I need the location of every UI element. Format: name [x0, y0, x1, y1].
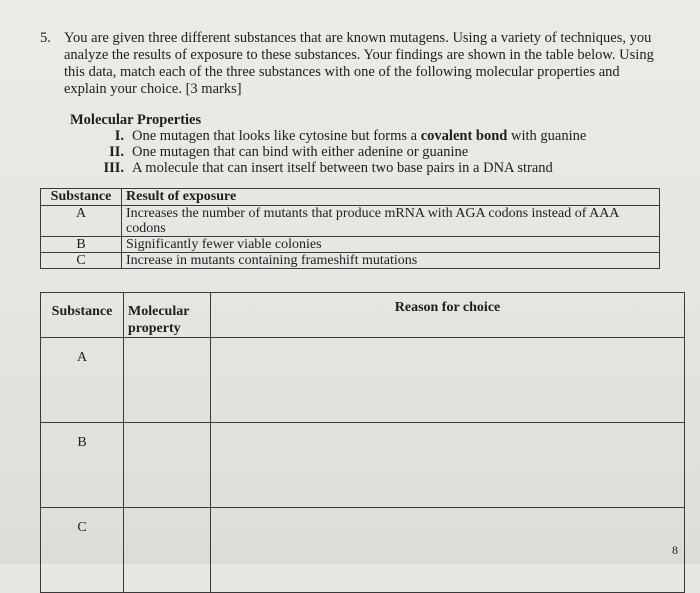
answer-table: [40, 292, 685, 593]
table-header-row: [41, 293, 685, 338]
molecular-property-answer-cell[interactable]: [124, 423, 211, 508]
substance-cell: C: [41, 508, 124, 593]
table-row: [41, 508, 685, 593]
substance-cell: B: [41, 237, 122, 253]
table-row: [41, 206, 660, 237]
property-text: A molecule that can insert itself between two base pairs in a DNA strand: [132, 160, 553, 176]
table-row: [41, 253, 660, 269]
substance-cell: B: [41, 423, 124, 508]
substance-cell: A: [41, 338, 124, 423]
question-text: You are given three different substances that are known mutagens. Using a variety of techniques, you analyze the results of exposure to these substances. Your findings are shown in the table below. Using this data, match each of the three substances with one of the following molecular properties and explain your choice. [3 marks]: [64, 30, 654, 97]
property-numeral: III.: [103, 160, 124, 176]
substance-cell: C: [41, 253, 122, 269]
column-header-result: Result of exposure: [122, 189, 660, 206]
page-number: 8: [672, 543, 678, 557]
table-header-row: [41, 189, 660, 206]
molecular-properties: [70, 112, 670, 176]
results-table: [40, 188, 660, 269]
question-5: [40, 30, 660, 98]
property-numeral: I.: [114, 128, 124, 144]
molecular-property-answer-cell[interactable]: [124, 338, 211, 423]
property-item-2: [70, 144, 670, 160]
result-cell: Increases the number of mutants that produce mRNA with AGA codons instead of AAA codons: [122, 206, 660, 237]
column-header-molecular-property: Molecular property: [124, 293, 211, 338]
reason-answer-cell[interactable]: [211, 338, 685, 423]
table-row: [41, 237, 660, 253]
property-text: One mutagen that can bind with either adenine or guanine: [132, 144, 469, 160]
reason-answer-cell[interactable]: [211, 508, 685, 593]
property-item-3: [70, 160, 670, 176]
property-item-1: [70, 128, 670, 144]
column-header-reason: Reason for choice: [211, 293, 685, 338]
substance-cell: A: [41, 206, 122, 237]
column-header-substance: Substance: [41, 293, 124, 338]
property-numeral: II.: [109, 144, 124, 160]
result-cell: Significantly fewer viable colonies: [122, 237, 660, 253]
result-cell: Increase in mutants containing frameshift mutations: [122, 253, 660, 269]
reason-answer-cell[interactable]: [211, 423, 685, 508]
question-number: 5.: [40, 30, 51, 46]
table-row: [41, 338, 685, 423]
molecular-properties-heading: Molecular Properties: [70, 112, 202, 128]
column-header-substance: Substance: [41, 189, 122, 206]
molecular-property-answer-cell[interactable]: [124, 508, 211, 593]
table-row: [41, 423, 685, 508]
property-text: One mutagen that looks like cytosine but forms a covalent bond with guanine: [132, 128, 587, 144]
